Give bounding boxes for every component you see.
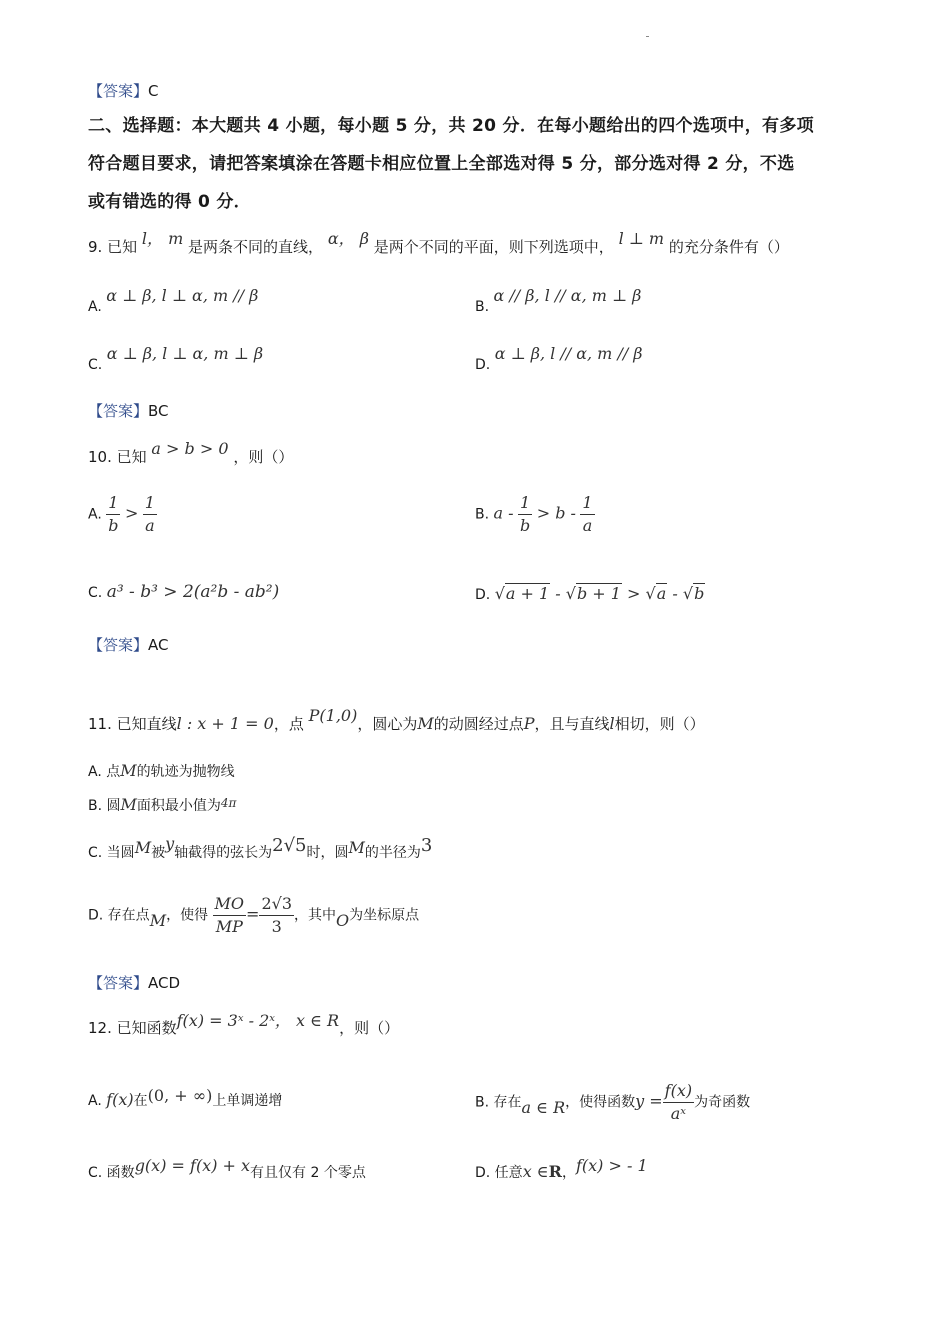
answer-10: 【答案】AC	[88, 636, 169, 654]
fraction: $\frac{1}{b}$	[108, 493, 119, 535]
option-math: α ⊥ β, l ⊥ α, m ⊥ β	[106, 344, 264, 363]
question-10: 10. 已知 a > b > 0 ，则（）	[88, 439, 294, 466]
answer-9: 【答案】BC	[88, 402, 169, 420]
q9-option-d[interactable]: D. α ⊥ β, l // α, m // β	[475, 344, 643, 373]
q9-option-a[interactable]: A. α ⊥ β, l ⊥ α, m // β	[88, 286, 259, 315]
option-math: a³ - b³ > 2(a²b - ab²)	[106, 582, 280, 602]
math-alpha-beta: α， β	[327, 229, 369, 248]
q10-option-b[interactable]: B. a - $\frac{1}{b}$ > b - $\frac{1}{a}$	[475, 493, 593, 535]
q11-option-b[interactable]: B. 圆M面积最小值为4π	[88, 795, 237, 814]
math-condition: l ⊥ m	[618, 229, 665, 248]
fraction: $\frac{1}{b}$	[520, 493, 531, 535]
option-math: α // β, l // α, m ⊥ β	[493, 286, 642, 305]
q10-option-d[interactable]: D. √a + 1 - √b + 1 > √a - √b	[475, 584, 705, 603]
fraction: $\frac{MO}{MP}$	[214, 894, 245, 936]
question-number: 9. 已知	[88, 238, 138, 256]
math-condition: a > b > 0	[151, 439, 229, 458]
answer-11: 【答案】ACD	[88, 974, 181, 992]
answer-value: C	[148, 82, 159, 100]
fraction: $\frac{f(x)}{\text{aˣ}}$	[664, 1081, 693, 1123]
q9-option-b[interactable]: B. α // β, l // α, m ⊥ β	[475, 286, 642, 315]
answer-8	[88, 80, 159, 101]
q12-option-b[interactable]: B. 存在a ∈ R，使得函数y = $\frac{f(x)}{\text{aˣ}}$ 为奇函数	[475, 1081, 751, 1123]
fraction: $\frac{2√3}{3}$	[261, 894, 292, 936]
q12-option-d[interactable]: D. 任意x ∈R，f(x) > - 1	[475, 1156, 648, 1181]
fraction: $\frac{1}{a}$	[582, 493, 593, 535]
header-mark	[646, 36, 649, 37]
option-math: α ⊥ β, l // α, m // β	[494, 344, 643, 363]
answer-label: 【答案】	[88, 82, 149, 100]
section-heading-line-1: 二、选择题：本大题共 4 小题，每小题 5 分，共 20 分．在每小题给出的四个选项中，有多项	[88, 116, 814, 136]
question-11: 11. 已知直线l : x + 1 = 0，点 P(1,0)，圆心为M的动圆经过点P，且与直线l相切，则（）	[88, 706, 705, 733]
question-text: 是两个不同的平面，则下列选项中，	[373, 238, 614, 256]
q9-option-c[interactable]: C. α ⊥ β, l ⊥ α, m ⊥ β	[88, 344, 264, 373]
question-text: 是两条不同的直线，	[188, 238, 324, 256]
q11-option-d[interactable]: D. 存在点M，使得 $\frac{MO}{MP}$ = $\frac{2√3}{3}$ ，其中O为坐标原点	[88, 894, 420, 936]
q10-option-c[interactable]: C. a³ - b³ > 2(a²b - ab²)	[88, 582, 280, 602]
q11-option-a[interactable]: A. 点M的轨迹为抛物线	[88, 761, 235, 780]
question-text: 的充分条件有（）	[668, 238, 789, 256]
section-heading-line-2: 符合题目要求，请把答案填涂在答题卡相应位置上全部选对得 5 分，部分选对得 2 分，不选	[88, 154, 795, 174]
q11-option-c[interactable]: C. 当圆M被y轴截得的弦长为2√5时，圆M的半径为3	[88, 834, 433, 861]
option-math: √a + 1 - √b + 1 > √a - √b	[494, 584, 705, 603]
q10-option-a[interactable]: A. $\frac{1}{b}$ > $\frac{1}{a}$	[88, 493, 155, 535]
fraction: $\frac{1}{a}$	[144, 493, 155, 535]
question-12: 12. 已知函数f(x) = 3ˣ - 2ˣ， x ∈ R，则（）	[88, 1011, 400, 1037]
option-math: α ⊥ β, l ⊥ α, m // β	[106, 286, 259, 305]
math-lm: l， m	[141, 229, 184, 248]
question-9	[88, 229, 789, 257]
section-heading-line-3: 或有错选的得 0 分．	[88, 192, 251, 212]
q12-option-c[interactable]: C. 函数g(x) = f(x) + x有且仅有 2 个零点	[88, 1156, 366, 1181]
q12-option-a[interactable]: A. f(x)在(0, + ∞)上单调递增	[88, 1086, 283, 1109]
